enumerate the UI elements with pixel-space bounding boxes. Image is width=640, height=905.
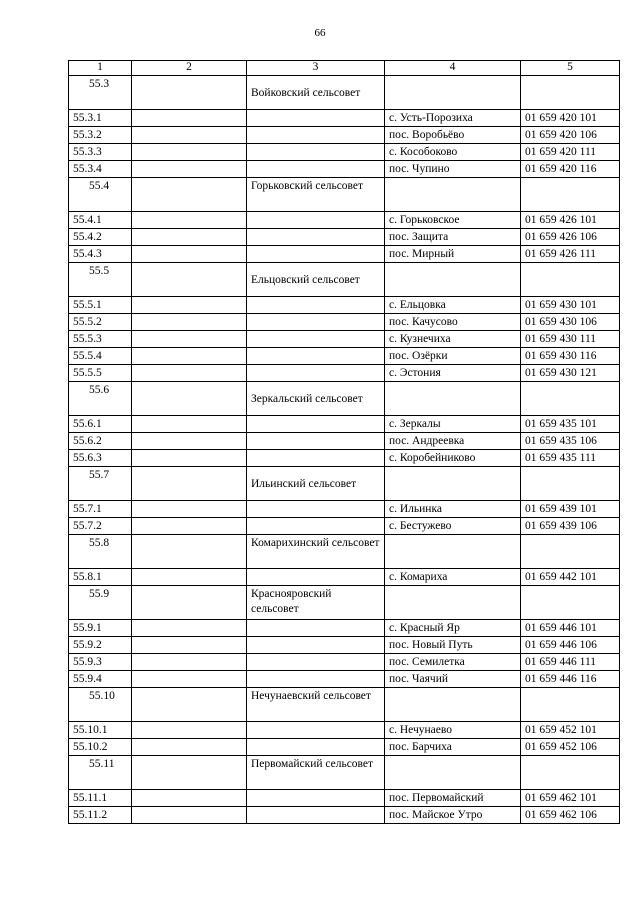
code-cell: 01 659 426 111	[521, 246, 620, 263]
col-2-cell	[132, 501, 247, 518]
settlement-cell: пос. Барчиха	[385, 739, 521, 756]
council-cell	[247, 569, 385, 586]
row-number: 55.3.4	[69, 161, 132, 178]
row-number: 55.3.2	[69, 127, 132, 144]
header-row	[69, 61, 620, 76]
col-2-cell	[132, 790, 247, 807]
settlement-cell: с. Зеркалы	[385, 416, 521, 433]
settlement-row	[69, 365, 620, 382]
row-number: 55.9	[69, 586, 132, 620]
settlement-row	[69, 722, 620, 739]
council-cell	[247, 722, 385, 739]
row-number: 55.6.2	[69, 433, 132, 450]
council-row	[69, 756, 620, 790]
settlements-table	[68, 60, 620, 824]
council-cell: Первомайский сельсовет	[247, 756, 385, 790]
row-number: 55.5.4	[69, 348, 132, 365]
code-cell: 01 659 435 106	[521, 433, 620, 450]
settlement-cell: с. Кособоково	[385, 144, 521, 161]
settlement-cell: с. Эстония	[385, 365, 521, 382]
council-cell	[247, 416, 385, 433]
row-number: 55.8	[69, 535, 132, 569]
row-number: 55.6.3	[69, 450, 132, 467]
code-cell	[521, 263, 620, 297]
code-cell: 01 659 442 101	[521, 569, 620, 586]
settlement-cell: с. Ильинка	[385, 501, 521, 518]
council-cell	[247, 433, 385, 450]
council-cell	[247, 501, 385, 518]
settlement-row	[69, 620, 620, 637]
settlement-cell: с. Ельцовка	[385, 297, 521, 314]
col-2-cell	[132, 671, 247, 688]
code-cell: 01 659 446 111	[521, 654, 620, 671]
row-number: 55.5.5	[69, 365, 132, 382]
code-cell: 01 659 430 116	[521, 348, 620, 365]
settlement-row	[69, 331, 620, 348]
settlement-cell	[385, 586, 521, 620]
row-number: 55.11.1	[69, 790, 132, 807]
council-cell: Комарихинский сельсовет	[247, 535, 385, 569]
code-cell: 01 659 446 106	[521, 637, 620, 654]
settlement-row	[69, 654, 620, 671]
code-cell: 01 659 430 106	[521, 314, 620, 331]
table-body	[69, 76, 620, 824]
code-cell: 01 659 435 111	[521, 450, 620, 467]
settlement-cell: пос. Майское Утро	[385, 807, 521, 824]
council-cell	[247, 212, 385, 229]
settlement-row	[69, 161, 620, 178]
row-number: 55.7.1	[69, 501, 132, 518]
col-2-cell	[132, 756, 247, 790]
council-cell	[247, 348, 385, 365]
council-row	[69, 586, 620, 620]
row-number: 55.6	[69, 382, 132, 416]
col-2-cell	[132, 637, 247, 654]
col-2-cell	[132, 654, 247, 671]
settlement-row	[69, 348, 620, 365]
council-cell	[247, 127, 385, 144]
settlement-row	[69, 110, 620, 127]
council-cell	[247, 314, 385, 331]
row-number: 55.3.3	[69, 144, 132, 161]
code-cell: 01 659 462 101	[521, 790, 620, 807]
col-2-cell	[132, 144, 247, 161]
settlement-row	[69, 433, 620, 450]
code-cell: 01 659 439 101	[521, 501, 620, 518]
code-cell: 01 659 426 101	[521, 212, 620, 229]
council-cell	[247, 229, 385, 246]
code-cell	[521, 586, 620, 620]
settlement-row	[69, 144, 620, 161]
council-row	[69, 178, 620, 212]
settlement-cell: пос. Мирный	[385, 246, 521, 263]
council-cell	[247, 297, 385, 314]
col-2-cell	[132, 110, 247, 127]
settlement-cell: пос. Озёрки	[385, 348, 521, 365]
code-cell: 01 659 420 111	[521, 144, 620, 161]
col-2-cell	[132, 433, 247, 450]
row-number: 55.4	[69, 178, 132, 212]
council-cell	[247, 246, 385, 263]
row-number: 55.3	[69, 76, 132, 110]
settlement-cell: пос. Чупино	[385, 161, 521, 178]
settlement-cell: с. Усть-Порозиха	[385, 110, 521, 127]
code-cell	[521, 756, 620, 790]
row-number: 55.7	[69, 467, 132, 501]
council-row	[69, 535, 620, 569]
code-cell: 01 659 452 101	[521, 722, 620, 739]
col-2-cell	[132, 178, 247, 212]
col-2-cell	[132, 127, 247, 144]
settlement-row	[69, 229, 620, 246]
code-cell	[521, 467, 620, 501]
code-cell	[521, 535, 620, 569]
row-number: 55.10.1	[69, 722, 132, 739]
council-cell: Нечунаевский сельсовет	[247, 688, 385, 722]
col-2-cell	[132, 586, 247, 620]
council-cell: Горьковский сельсовет	[247, 178, 385, 212]
council-cell	[247, 144, 385, 161]
settlement-cell: пос. Новый Путь	[385, 637, 521, 654]
row-number: 55.5	[69, 263, 132, 297]
col-2-cell	[132, 688, 247, 722]
col-2-cell	[132, 365, 247, 382]
settlement-cell	[385, 76, 521, 110]
row-number: 55.9.3	[69, 654, 132, 671]
council-cell	[247, 110, 385, 127]
settlement-cell: с. Горьковское	[385, 212, 521, 229]
council-cell	[247, 365, 385, 382]
col-2-cell	[132, 229, 247, 246]
col-2-cell	[132, 297, 247, 314]
col-2-cell	[132, 76, 247, 110]
council-cell: Ильинский сельсовет	[247, 467, 385, 501]
council-cell	[247, 671, 385, 688]
settlement-row	[69, 297, 620, 314]
settlement-cell: пос. Семилетка	[385, 654, 521, 671]
col-2-cell	[132, 246, 247, 263]
code-cell: 01 659 462 106	[521, 807, 620, 824]
code-cell: 01 659 439 106	[521, 518, 620, 535]
settlement-cell: с. Комариха	[385, 569, 521, 586]
row-number: 55.5.1	[69, 297, 132, 314]
col-2-cell	[132, 518, 247, 535]
col-2-cell	[132, 212, 247, 229]
row-number: 55.10	[69, 688, 132, 722]
row-number: 55.11	[69, 756, 132, 790]
settlement-row	[69, 212, 620, 229]
settlement-cell	[385, 535, 521, 569]
council-row	[69, 688, 620, 722]
code-cell: 01 659 430 101	[521, 297, 620, 314]
code-cell: 01 659 430 121	[521, 365, 620, 382]
settlement-cell: пос. Воробьёво	[385, 127, 521, 144]
row-number: 55.6.1	[69, 416, 132, 433]
settlement-row	[69, 671, 620, 688]
council-cell	[247, 807, 385, 824]
council-cell	[247, 450, 385, 467]
code-cell	[521, 178, 620, 212]
col-2-cell	[132, 450, 247, 467]
council-row	[69, 382, 620, 416]
council-cell	[247, 637, 385, 654]
code-cell: 01 659 420 101	[521, 110, 620, 127]
code-cell: 01 659 426 106	[521, 229, 620, 246]
header-col-1: 1	[69, 61, 132, 76]
col-2-cell	[132, 263, 247, 297]
settlement-row	[69, 416, 620, 433]
settlement-cell: пос. Первомайский	[385, 790, 521, 807]
row-number: 55.4.2	[69, 229, 132, 246]
settlement-row	[69, 790, 620, 807]
settlement-row	[69, 246, 620, 263]
row-number: 55.5.3	[69, 331, 132, 348]
settlement-row	[69, 450, 620, 467]
settlement-row	[69, 501, 620, 518]
col-2-cell	[132, 314, 247, 331]
header-col-5: 5	[521, 61, 620, 76]
row-number: 55.4.3	[69, 246, 132, 263]
row-number: 55.11.2	[69, 807, 132, 824]
settlement-cell: пос. Чаячий	[385, 671, 521, 688]
settlement-cell: пос. Андреевка	[385, 433, 521, 450]
code-cell: 01 659 435 101	[521, 416, 620, 433]
settlement-cell: с. Красный Яр	[385, 620, 521, 637]
settlement-cell	[385, 467, 521, 501]
settlement-cell: с. Коробейниково	[385, 450, 521, 467]
settlement-cell	[385, 688, 521, 722]
settlement-cell: с. Бестужево	[385, 518, 521, 535]
col-2-cell	[132, 620, 247, 637]
settlement-cell	[385, 756, 521, 790]
settlement-row	[69, 739, 620, 756]
council-cell	[247, 161, 385, 178]
col-2-cell	[132, 161, 247, 178]
code-cell: 01 659 446 101	[521, 620, 620, 637]
code-cell: 01 659 420 116	[521, 161, 620, 178]
row-number: 55.9.4	[69, 671, 132, 688]
council-cell	[247, 790, 385, 807]
row-number: 55.7.2	[69, 518, 132, 535]
council-cell	[247, 654, 385, 671]
col-2-cell	[132, 569, 247, 586]
council-cell: Ельцовский сельсовет	[247, 263, 385, 297]
code-cell: 01 659 446 116	[521, 671, 620, 688]
header-col-2: 2	[132, 61, 247, 76]
council-cell: Краснояровский сельсовет	[247, 586, 385, 620]
settlement-row	[69, 569, 620, 586]
col-2-cell	[132, 739, 247, 756]
row-number: 55.9.1	[69, 620, 132, 637]
row-number: 55.4.1	[69, 212, 132, 229]
row-number: 55.8.1	[69, 569, 132, 586]
settlement-cell	[385, 382, 521, 416]
col-2-cell	[132, 467, 247, 501]
council-cell	[247, 518, 385, 535]
code-cell	[521, 382, 620, 416]
settlement-row	[69, 314, 620, 331]
settlement-row	[69, 807, 620, 824]
council-row	[69, 263, 620, 297]
council-cell: Войковский сельсовет	[247, 76, 385, 110]
settlement-cell	[385, 178, 521, 212]
col-2-cell	[132, 331, 247, 348]
council-cell: Зеркальский сельсовет	[247, 382, 385, 416]
settlement-row	[69, 637, 620, 654]
settlement-cell	[385, 263, 521, 297]
settlement-cell: с. Кузнечиха	[385, 331, 521, 348]
code-cell: 01 659 420 106	[521, 127, 620, 144]
code-cell: 01 659 430 111	[521, 331, 620, 348]
row-number: 55.9.2	[69, 637, 132, 654]
header-col-4: 4	[385, 61, 521, 76]
row-number: 55.10.2	[69, 739, 132, 756]
code-cell	[521, 688, 620, 722]
settlement-cell: пос. Защита	[385, 229, 521, 246]
header-col-3: 3	[247, 61, 385, 76]
council-cell	[247, 620, 385, 637]
settlement-cell: пос. Качусово	[385, 314, 521, 331]
col-2-cell	[132, 535, 247, 569]
col-2-cell	[132, 348, 247, 365]
row-number: 55.5.2	[69, 314, 132, 331]
col-2-cell	[132, 416, 247, 433]
page-number: 66	[314, 27, 326, 39]
settlement-row	[69, 518, 620, 535]
code-cell: 01 659 452 106	[521, 739, 620, 756]
settlement-row	[69, 127, 620, 144]
council-row	[69, 76, 620, 110]
row-number: 55.3.1	[69, 110, 132, 127]
settlement-cell: с. Нечунаево	[385, 722, 521, 739]
council-cell	[247, 739, 385, 756]
council-cell	[247, 331, 385, 348]
col-2-cell	[132, 382, 247, 416]
col-2-cell	[132, 807, 247, 824]
council-row	[69, 467, 620, 501]
code-cell	[521, 76, 620, 110]
col-2-cell	[132, 722, 247, 739]
